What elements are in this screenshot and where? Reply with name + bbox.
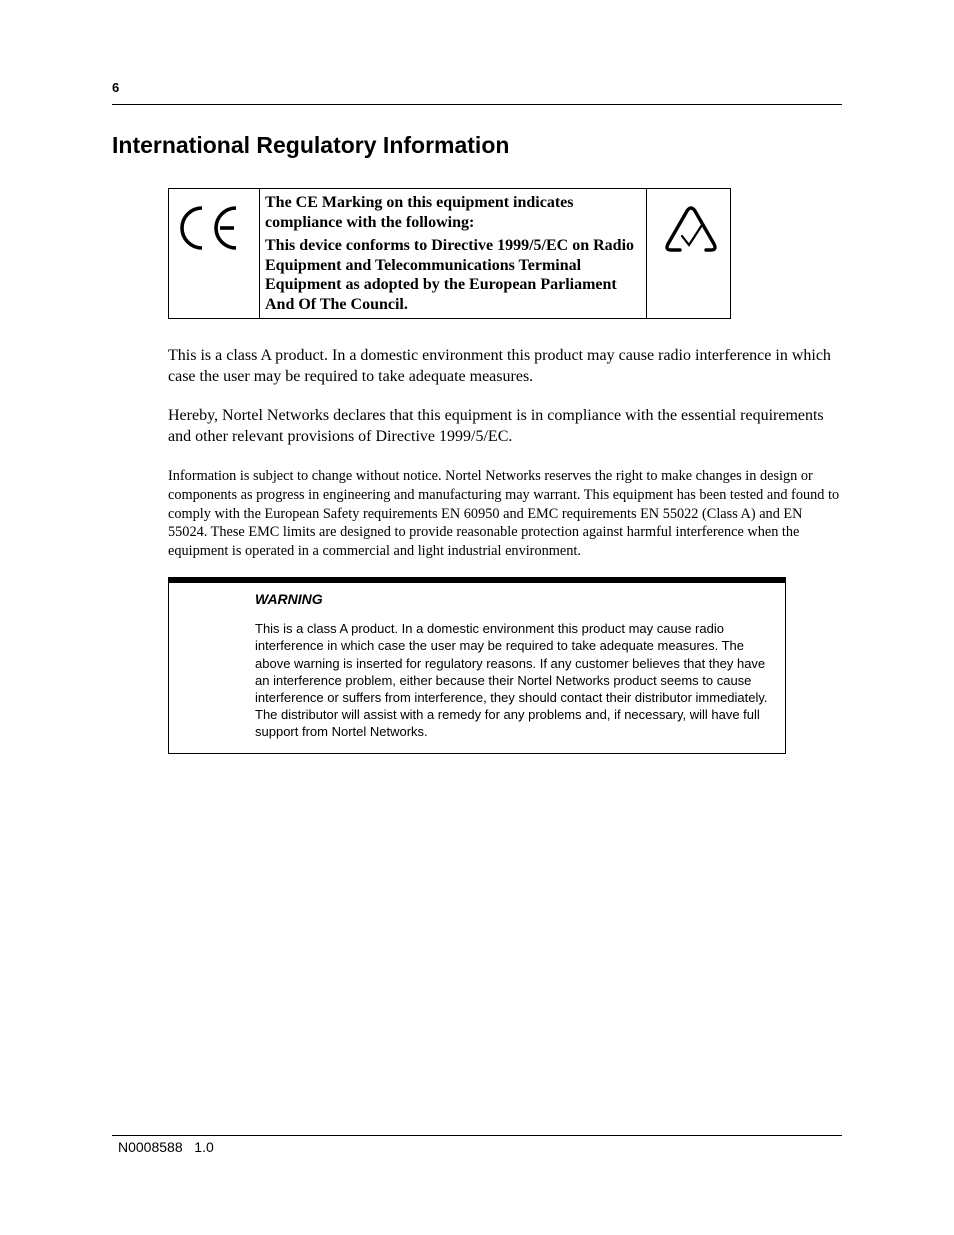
header-rule <box>112 104 842 105</box>
c-tick-compliance-icon <box>663 203 723 257</box>
warning-title: WARNING <box>255 591 323 607</box>
ce-logo-cell <box>169 189 260 319</box>
footer-rule <box>112 1135 842 1136</box>
warning-text: This is a class A product. In a domestic environment this product may cause radio interference in which case the user may be required to take adequate measures. The above warning is inserted for regulatory reasons. If any customer believes that they have an interference problem, either because their Nortel Networks product seems to cause interference or suffers from interference, they should contact their distributor immediately. The distributor will assist with a remedy for any problems and, if necessary, will have full support from Nortel Networks. <box>255 621 768 740</box>
class-a-paragraph: This is a class A product. In a domestic environment this product may cause radio interference in which case the user may be required to take adequate measures. <box>168 347 831 385</box>
page-number: 6 <box>112 80 120 95</box>
document-id: N0008588 1.0 <box>118 1139 214 1155</box>
page-title: International Regulatory Information <box>112 132 510 158</box>
ce-marking-table <box>168 188 731 319</box>
ce-mark-icon <box>180 203 242 253</box>
directive-text: This device conforms to Directive 1999/5/EC on Radio Equipment and Telecommunications Terminal Equipment as adopted by the European Parliament And Of The Council. <box>265 237 635 313</box>
ce-compliance-text <box>260 189 647 319</box>
warning-box <box>168 577 786 754</box>
c-tick-cell <box>647 189 731 319</box>
declaration-paragraph: Hereby, Nortel Networks declares that this equipment is in compliance with the essential requirements and other relevant provisions of Directive 1999/5/EC. <box>168 407 824 445</box>
info-paragraph: Information is subject to change without notice. Nortel Networks reserves the right to make changes in design or components as progress in engineering and manufacturing may warrant. This equipment has been tested and found to comply with the European Safety requirements EN 60950 and EMC requirements EN 55022 (Class A) and EN 55024. These EMC limits are designed to provide reasonable protection against harmful interference when the equipment is operated in a commercial and light industrial environment. <box>168 468 840 560</box>
ce-marking-text: The CE Marking on this equipment indicates compliance with the following: <box>265 194 574 231</box>
